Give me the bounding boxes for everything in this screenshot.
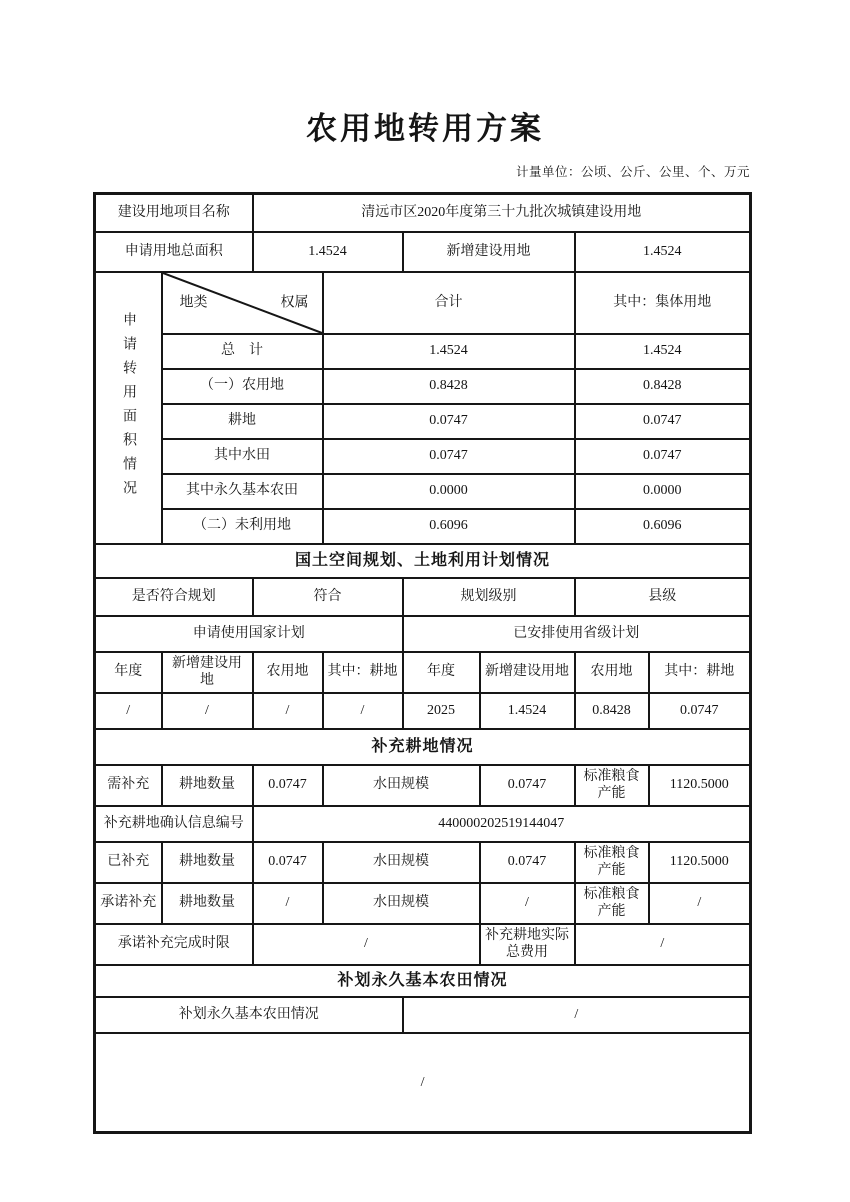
- national-plan-label: 申请使用国家计划: [95, 616, 403, 652]
- total-area-value: 1.4524: [253, 232, 403, 272]
- supplement-row-completed: [95, 842, 751, 883]
- deadline-value: /: [253, 924, 480, 965]
- supplement-row-promised: [95, 883, 751, 924]
- plan-value: /: [95, 693, 162, 729]
- row-transfer-header: [95, 272, 751, 334]
- plan-col-header: 新增建设用地: [162, 652, 253, 693]
- paddy-scale-label: 水田规模: [323, 765, 480, 806]
- new-construction-value: 1.4524: [575, 232, 751, 272]
- farmland-status-value: /: [403, 997, 751, 1033]
- transfer-row-grand-total: [95, 334, 751, 369]
- land-conversion-table: [93, 192, 752, 1134]
- row-compliance: [95, 578, 751, 616]
- col-header-total: 合计: [323, 272, 575, 334]
- transfer-row-collective: 0.0747: [575, 439, 751, 474]
- grain-capacity-label: 标准粮食产能: [575, 842, 649, 883]
- diagonal-label-ownership: 权属: [280, 294, 309, 310]
- supplement-row-label: 已补充: [95, 842, 162, 883]
- remark-value: /: [95, 1033, 751, 1133]
- section-header-planning-text: 国土空间规划、土地利用计划情况: [95, 544, 751, 578]
- row-total-area: [95, 232, 751, 272]
- grain-capacity-value: 1120.5000: [649, 842, 751, 883]
- transfer-side-label: [95, 272, 162, 544]
- paddy-scale-value: /: [480, 883, 575, 924]
- transfer-row-unused: [95, 509, 751, 544]
- compliance-value: 符合: [253, 578, 403, 616]
- plan-value: 1.4524: [480, 693, 575, 729]
- transfer-row-total: 1.4524: [323, 334, 575, 369]
- transfer-row-permanent-farmland: [95, 474, 751, 509]
- transfer-row-total: 0.0747: [323, 404, 575, 439]
- grain-capacity-label: 标准粮食产能: [575, 765, 649, 806]
- paddy-scale-label: 水田规模: [323, 842, 480, 883]
- compliance-label: 是否符合规划: [95, 578, 253, 616]
- page-title: 农用地转用方案: [306, 111, 544, 146]
- plan-col-header: 年度: [95, 652, 162, 693]
- plan-value: /: [162, 693, 253, 729]
- col-header-collective: 其中：集体用地: [575, 272, 751, 334]
- transfer-row-total: 0.0000: [323, 474, 575, 509]
- confirm-number-value: 440000202519144047: [253, 806, 751, 842]
- row-plan-types: [95, 616, 751, 652]
- deadline-label: 承诺补充完成时限: [95, 924, 253, 965]
- actual-cost-value: /: [575, 924, 751, 965]
- cultivated-qty-label: 耕地数量: [162, 883, 253, 924]
- row-remark: [95, 1033, 751, 1133]
- paddy-scale-value: 0.0747: [480, 842, 575, 883]
- transfer-row-total: 0.8428: [323, 369, 575, 404]
- project-name-label: 建设用地项目名称: [95, 194, 253, 232]
- plan-col-header: 新增建设用地: [480, 652, 575, 693]
- row-confirm-number: [95, 806, 751, 842]
- section-header-farmland-text: 补划永久基本农田情况: [95, 965, 751, 997]
- row-farmland-status: [95, 997, 751, 1033]
- transfer-row-paddy: [95, 439, 751, 474]
- section-header-planning: [95, 544, 751, 578]
- grain-capacity-label: 标准粮食产能: [575, 883, 649, 924]
- confirm-number-label: 补充耕地确认信息编号: [95, 806, 253, 842]
- transfer-row-agricultural: [95, 369, 751, 404]
- section-header-supplement: [95, 729, 751, 765]
- new-construction-label: 新增建设用地: [403, 232, 575, 272]
- plan-value: 0.8428: [575, 693, 649, 729]
- grain-capacity-value: /: [649, 883, 751, 924]
- total-area-label: 申请用地总面积: [95, 232, 253, 272]
- row-deadline: [95, 924, 751, 965]
- plan-col-header: 其中：耕地: [649, 652, 751, 693]
- plan-col-header: 年度: [403, 652, 480, 693]
- transfer-row-label: 其中水田: [162, 439, 323, 474]
- transfer-side-label-text: 申请转用面积情况: [121, 311, 136, 504]
- grain-capacity-value: 1120.5000: [649, 765, 751, 806]
- transfer-row-total: 0.6096: [323, 509, 575, 544]
- section-header-supplement-text: 补充耕地情况: [95, 729, 751, 765]
- transfer-row-label: 耕地: [162, 404, 323, 439]
- transfer-row-label: 总 计: [162, 334, 323, 369]
- farmland-status-label: 补划永久基本农田情况: [95, 997, 403, 1033]
- transfer-row-label: （一）农用地: [162, 369, 323, 404]
- transfer-row-collective: 0.0000: [575, 474, 751, 509]
- transfer-row-total: 0.0747: [323, 439, 575, 474]
- row-plan-column-headers: [95, 652, 751, 693]
- plan-level-label: 规划级别: [403, 578, 575, 616]
- plan-value: 2025: [403, 693, 480, 729]
- supplement-row-label: 承诺补充: [95, 883, 162, 924]
- row-project-name: [95, 194, 751, 232]
- cultivated-qty-value: 0.0747: [253, 842, 323, 883]
- cultivated-qty-label: 耕地数量: [162, 842, 253, 883]
- section-header-farmland: [95, 965, 751, 997]
- cultivated-qty-label: 耕地数量: [162, 765, 253, 806]
- plan-value: 0.0747: [649, 693, 751, 729]
- paddy-scale-value: 0.0747: [480, 765, 575, 806]
- transfer-row-label: （二）未利用地: [162, 509, 323, 544]
- plan-col-header: 其中：耕地: [323, 652, 403, 693]
- paddy-scale-label: 水田规模: [323, 883, 480, 924]
- plan-value: /: [253, 693, 323, 729]
- transfer-row-collective: 0.8428: [575, 369, 751, 404]
- project-name-value: 清远市区2020年度第三十九批次城镇建设用地: [253, 194, 751, 232]
- provincial-plan-label: 已安排使用省级计划: [403, 616, 751, 652]
- supplement-row-label: 需补充: [95, 765, 162, 806]
- diagonal-header-cell: [162, 272, 323, 334]
- plan-value: /: [323, 693, 403, 729]
- supplement-row-needed: [95, 765, 751, 806]
- cultivated-qty-value: /: [253, 883, 323, 924]
- transfer-row-collective: 0.6096: [575, 509, 751, 544]
- unit-note: 计量单位：公顷、公斤、公里、个、万元: [515, 165, 750, 179]
- plan-col-header: 农用地: [253, 652, 323, 693]
- transfer-row-collective: 1.4524: [575, 334, 751, 369]
- transfer-row-label: 其中永久基本农田: [162, 474, 323, 509]
- plan-level-value: 县级: [575, 578, 751, 616]
- diagonal-label-land-type: 地类: [179, 294, 208, 310]
- transfer-row-collective: 0.0747: [575, 404, 751, 439]
- row-plan-values: [95, 693, 751, 729]
- cultivated-qty-value: 0.0747: [253, 765, 323, 806]
- transfer-row-cultivated: [95, 404, 751, 439]
- plan-col-header: 农用地: [575, 652, 649, 693]
- actual-cost-label: 补充耕地实际总费用: [480, 924, 575, 965]
